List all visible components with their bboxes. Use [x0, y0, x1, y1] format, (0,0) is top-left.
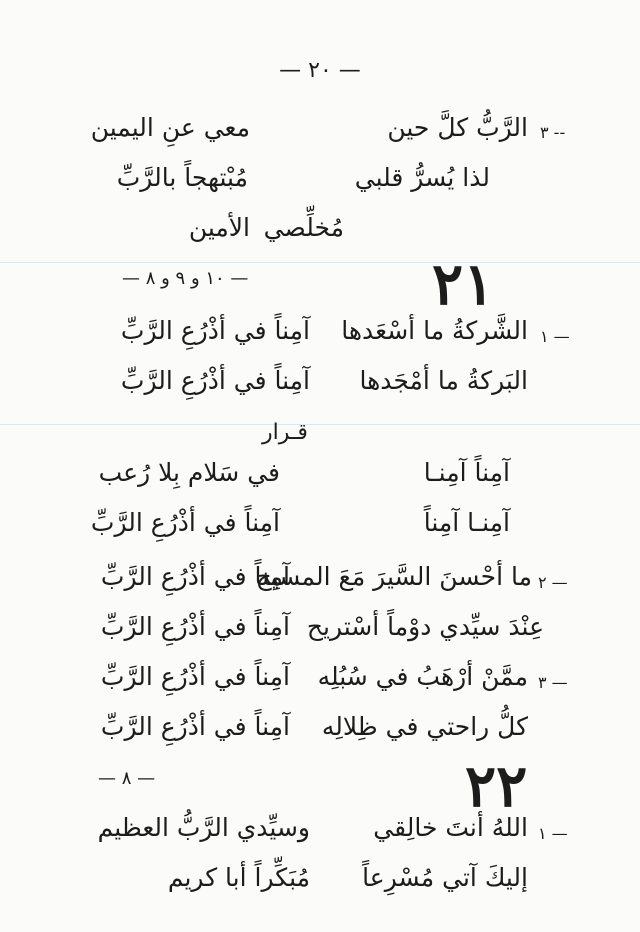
line-left: آمِناً في أذْرُعِ الرَّبِّ — [100, 562, 290, 591]
line-left: آمِناً في أذْرُعِ الرَّبِّ — [120, 316, 310, 345]
line-left: مُبَكِّراً أبا كريم — [167, 863, 310, 892]
verse-number: ٢ — — [538, 573, 568, 592]
line-left: آمِناً في أذْرُعِ الرَّبِّ — [120, 366, 310, 395]
tune-meter: — ١٠ و ٩ و ٨ — — [122, 268, 249, 289]
line-right: ممَّنْ أرْهَبُ في سُبُلِه — [317, 662, 528, 691]
refrain-title: قـرار — [262, 420, 308, 445]
line-left: معي عنِ اليمين — [90, 113, 250, 142]
verse-number: ٣ — — [538, 673, 568, 692]
line-left: الأمين — [188, 213, 250, 242]
line-right: آمِناً آمِنـا — [423, 458, 510, 487]
line-left: وسيِّدي الرَّبُّ العظيم — [97, 813, 310, 842]
scan-line — [0, 262, 640, 263]
line-left: آمِناً في أذْرُعِ الرَّبِّ — [100, 662, 290, 691]
line-right: ما أحْسنَ السَّيرَ مَعَ المسيح — [255, 562, 532, 591]
line-left: في سَلام بِلا رُعب — [98, 458, 280, 487]
page-number: — ٢٠ — — [279, 58, 361, 83]
verse-number: ١ — — [538, 824, 568, 843]
line-right: كلُّ راحتي في ظِلالِه — [321, 712, 528, 741]
hymn-number: ٢١ — [432, 250, 495, 318]
line-left: آمِناً في أذْرُعِ الرَّبِّ — [100, 712, 290, 741]
line-right: البَركةُ ما أمْجَدها — [359, 366, 528, 395]
line-right: إليكَ آتي مُسْرِعاً — [362, 863, 528, 892]
line-left: آمِناً في أذْرُعِ الرَّبِّ — [100, 612, 290, 641]
tune-meter: — ٨ — — [98, 768, 156, 789]
scan-line — [0, 424, 640, 425]
line-left: آمِناً في أذْرُعِ الرَّبِّ — [90, 508, 280, 537]
line-right: مُخلِّصي — [263, 213, 344, 242]
hymn-number: ٢٢ — [465, 752, 528, 820]
line-right: الشَّركةُ ما أسْعَدها — [341, 316, 528, 345]
line-right: اللهُ أنتَ خالِقي — [373, 813, 528, 842]
line-right: الرَّبُّ كلَّ حين — [387, 113, 528, 142]
line-left: مُبْتهجاً بالرَّبِّ — [116, 163, 248, 192]
verse-number: ١ — — [540, 327, 570, 346]
line-right: لذا يُسرُّ قلبي — [354, 163, 490, 192]
line-right: عِنْدَ سيِّدي دوْماً أسْتريح — [306, 612, 544, 641]
line-right: آمِنـا آمِناً — [423, 508, 510, 537]
verse-number: ٣ -- — [540, 123, 566, 142]
